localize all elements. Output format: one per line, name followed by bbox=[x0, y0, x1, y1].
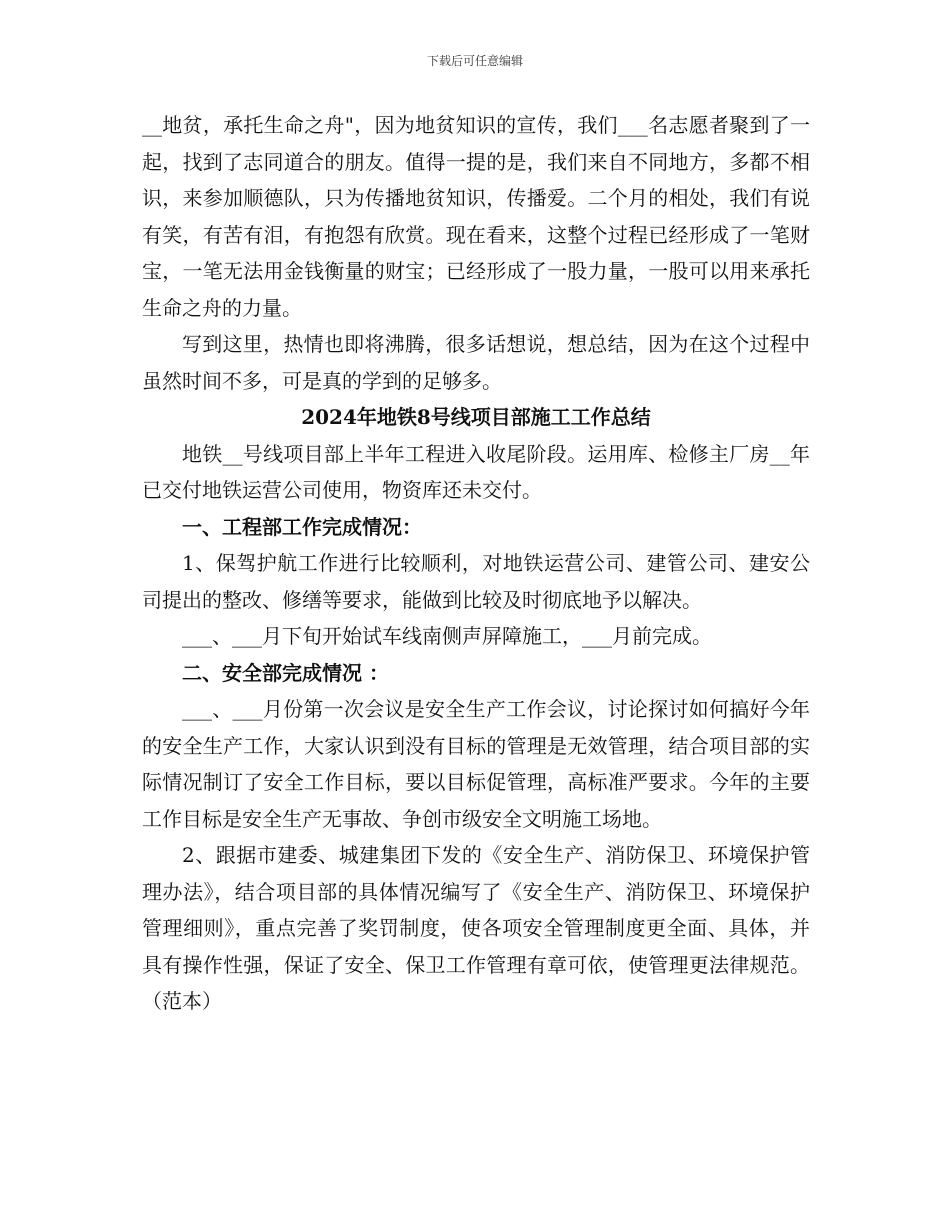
section-heading-engineering: 一、工程部工作完成情况： bbox=[182, 514, 422, 539]
paragraph-safety-item-1: ___、___月份第一次会议是安全生产工作会议，讨论探讨如何搞好今年的安全生产工作，大家认识到没有目标的管理是无效管理，结合项目部的实际情况制订了安全工作目标，要以目标促管理，高标准严要求。今年的主要工作目标是安全生产无事故、争创市级安全文明施工场地。 bbox=[142, 697, 810, 831]
document-title: 2024年地铁8号线项目部施工工作总结 bbox=[301, 405, 651, 429]
section-heading-safety: 二、安全部完成情况 ： bbox=[182, 660, 389, 685]
document-body bbox=[142, 107, 810, 1020]
paragraph-volunteer-summary: __地贫，承托生命之舟"，因为地贫知识的宣传，我们___名志愿者聚到了一起，找到了志同道合的朋友。值得一提的是，我们来自不同地方，多都不相识，来参加顺德队，只为传播地贫知识，传播爱。二个月的相处，我们有说有笑，有苦有泪，有抱怨有欣赏。现在看来，这整个过程已经形成了一笔财宝，一笔无法用金钱衡量的财宝；已经形成了一股力量，一股可以用来承托生命之舟的力量。 bbox=[142, 113, 810, 320]
paragraph-closing-remark: 写到这里，热情也即将沸腾，很多话想说，想总结，因为在这个过程中虽然时间不多，可是真的学到的足够多。 bbox=[142, 332, 810, 393]
paragraph-engineering-item-2: ___、___月下旬开始试车线南侧声屏障施工，___月前完成。 bbox=[182, 624, 712, 648]
paragraph-project-intro: 地铁__号线项目部上半年工程进入收尾阶段。运用库、检修主厂房__年已交付地铁运营公司使用，物资库还未交付。 bbox=[142, 441, 810, 502]
page-header: 下载后可任意编辑 bbox=[426, 54, 523, 68]
paragraph-safety-item-2: 2、跟据市建委、城建集团下发的《安全生产、消防保卫、环境保护管理办法》，结合项目部的具体情况编写了《安全生产、消防保卫、环境保护管理细则》，重点完善了奖罚制度，使各项安全管理制度更全面、具体，并具有操作性强，保证了安全、保卫工作管理有章可依，使管理更法律规范。（范本） bbox=[142, 843, 810, 1013]
paragraph-engineering-item-1: 1、保驾护航工作进行比较顺利，对地铁运营公司、建管公司、建安公司提出的整改、修缮等要求，能做到比较及时彻底地予以解决。 bbox=[142, 551, 810, 612]
